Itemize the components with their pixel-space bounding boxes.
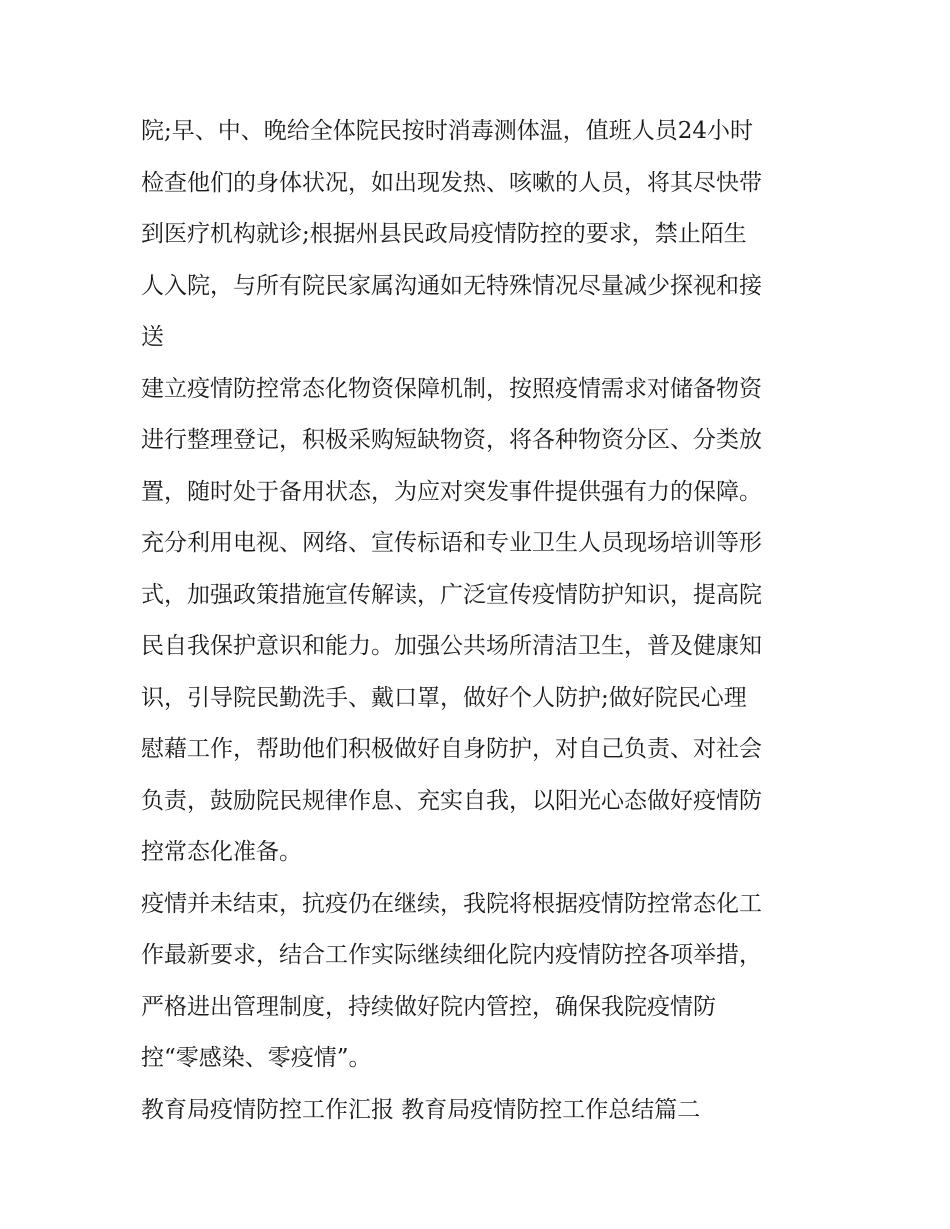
text-line: 识，引导院民勤洗手、戴口罩，做好个人防护;做好院民心理: [141, 684, 747, 711]
text-line: 检查他们的身体状况，如出现发热、咳嗽的人员，将其尽快带: [141, 169, 762, 196]
text-line: 民自我保护意识和能力。加强公共场所清洁卫生，普及健康知: [141, 633, 762, 659]
text-line: 慰藉工作，帮助他们积极做好自身防护，对自己负责、对社会: [141, 736, 762, 762]
paragraph-start-line: 建立疫情防控常态化物资保障机制，按照疫情需求对储备物资: [141, 375, 762, 402]
text-line: 控常态化准备。: [141, 839, 302, 865]
text-line: 式，加强政策措施宣传解读，广泛宣传疫情防护知识，提高院: [141, 581, 762, 608]
text-line: 严格进出管理制度，持续做好院内管控，确保我院疫情防: [141, 993, 716, 1020]
text-line: 院;早、中、晚给全体院民按时消毒测体温，值班人员24小时: [141, 118, 754, 144]
document-body: [141, 106, 821, 1136]
paragraph-start-line: 疫情并未结束，抗疫仍在继续，我院将根据疫情防控常态化工: [141, 890, 762, 917]
text-line: 负责，鼓励院民规律作息、充实自我，以阳光心态做好疫情防: [141, 787, 762, 814]
text-line: 控“零感染、零疫情”。: [141, 1045, 372, 1071]
paragraph-start-line: 充分利用电视、网络、宣传标语和专业卫生人员现场培训等形: [141, 530, 762, 556]
text-line: 送: [141, 324, 164, 350]
section-heading-line: 教育局疫情防控工作汇报 教育局疫情防控工作总结篇二: [141, 1096, 701, 1123]
text-line: 到医疗机构就诊;根据州县民政局疫情防控的要求，禁止陌生: [141, 221, 747, 247]
text-line: 人入院，与所有院民家属沟通如无特殊情况尽量减少探视和接: [141, 272, 762, 299]
text-line: 进行整理登记，积极采购短缺物资，将各种物资分区、分类放: [141, 427, 762, 453]
text-line: 置，随时处于备用状态，为应对突发事件提供强有力的保障。: [141, 478, 762, 505]
text-line: 作最新要求，结合工作实际继续细化院内疫情防控各项举措，: [141, 942, 762, 968]
